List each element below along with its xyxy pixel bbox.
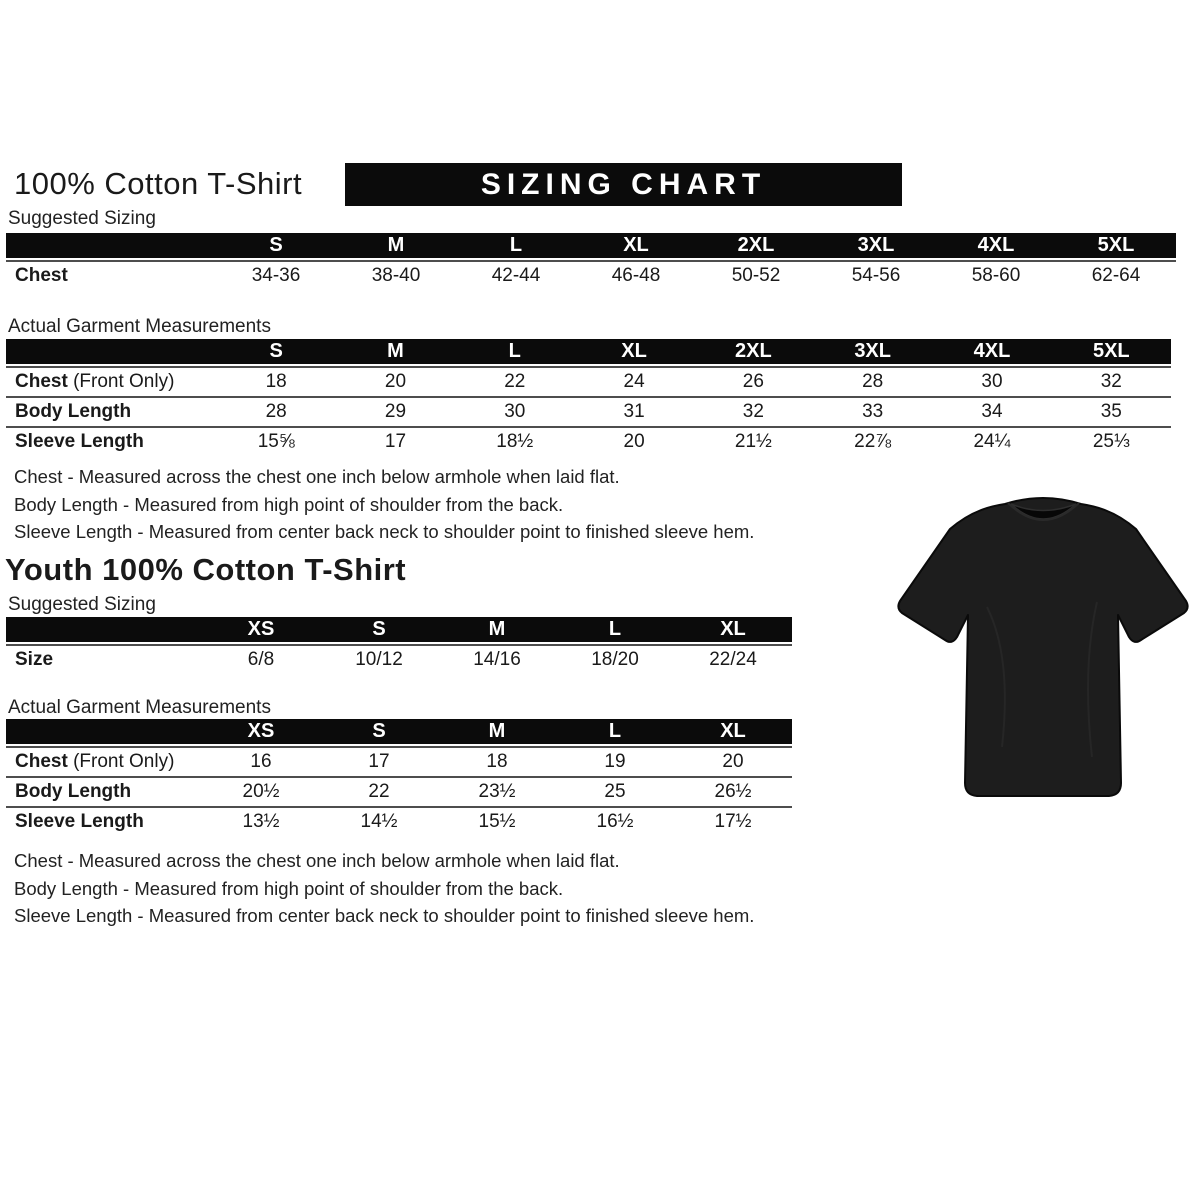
row-label: Body Length bbox=[6, 776, 202, 806]
size-column-header: 2XL bbox=[696, 233, 816, 260]
measurement-cell: 18½ bbox=[455, 426, 574, 456]
size-column-header: M bbox=[438, 719, 556, 746]
measurement-note: Chest - Measured across the chest one inch below armhole when laid flat. bbox=[14, 850, 620, 871]
size-column-header: S bbox=[217, 339, 336, 366]
adult-section-title: 100% Cotton T-Shirt bbox=[14, 166, 303, 201]
table-row bbox=[6, 776, 792, 806]
size-column-header: L bbox=[456, 233, 576, 260]
table-row bbox=[6, 396, 1171, 426]
measurement-cell: 20 bbox=[336, 366, 455, 396]
adult-measurement-notes bbox=[14, 463, 754, 546]
measurement-cell: 18/20 bbox=[556, 644, 674, 674]
measurement-cell: 22 bbox=[320, 776, 438, 806]
sizing-chart-banner: SIZING CHART bbox=[345, 163, 902, 206]
table-row bbox=[6, 260, 1176, 290]
measurement-cell: 34 bbox=[932, 396, 1051, 426]
measurement-cell: 58-60 bbox=[936, 260, 1056, 290]
measurement-cell: 62-64 bbox=[1056, 260, 1176, 290]
measurement-cell: 42-44 bbox=[456, 260, 576, 290]
row-label: Size bbox=[6, 644, 202, 674]
measurement-note: Body Length - Measured from high point of shoulder from the back. bbox=[14, 493, 564, 515]
measurement-cell: 13½ bbox=[202, 806, 320, 836]
measurement-cell: 18 bbox=[217, 366, 336, 396]
measurement-cell: 28 bbox=[813, 366, 932, 396]
measurement-cell: 30 bbox=[455, 396, 574, 426]
measurement-cell: 16½ bbox=[556, 806, 674, 836]
measurement-cell: 50-52 bbox=[696, 260, 816, 290]
adult-suggested-sizing-label: Suggested Sizing bbox=[8, 208, 156, 229]
table-row bbox=[6, 644, 792, 674]
table-row bbox=[6, 746, 792, 776]
adult-actual-measurements-table bbox=[6, 339, 1171, 456]
youth-suggested-sizing-table bbox=[6, 617, 792, 674]
row-label: Chest bbox=[6, 260, 216, 290]
row-label: Sleeve Length bbox=[6, 806, 202, 836]
size-column-header: 5XL bbox=[1056, 233, 1176, 260]
measurement-cell: 28 bbox=[217, 396, 336, 426]
size-column-header: 3XL bbox=[816, 233, 936, 260]
size-column-header: XL bbox=[674, 719, 792, 746]
row-label: Chest (Front Only) bbox=[6, 366, 217, 396]
table-row bbox=[6, 806, 792, 836]
size-header-spacer bbox=[6, 233, 216, 260]
size-header-row bbox=[6, 339, 1171, 366]
size-column-header: L bbox=[455, 339, 574, 366]
measurement-cell: 26½ bbox=[674, 776, 792, 806]
size-column-header: L bbox=[556, 617, 674, 644]
size-header-spacer bbox=[6, 617, 202, 644]
size-column-header: L bbox=[556, 719, 674, 746]
row-label: Sleeve Length bbox=[6, 426, 217, 456]
size-header-spacer bbox=[6, 719, 202, 746]
size-header-spacer bbox=[6, 339, 217, 366]
size-column-header: 5XL bbox=[1052, 339, 1171, 366]
measurement-cell: 23½ bbox=[438, 776, 556, 806]
measurement-note: Chest - Measured across the chest one inch below armhole when laid flat. bbox=[14, 466, 620, 487]
size-column-header: 4XL bbox=[932, 339, 1051, 366]
size-column-header: XL bbox=[576, 233, 696, 260]
row-label: Chest (Front Only) bbox=[6, 746, 202, 776]
size-header-row bbox=[6, 233, 1176, 260]
measurement-cell: 54-56 bbox=[816, 260, 936, 290]
youth-suggested-sizing-label: Suggested Sizing bbox=[8, 594, 156, 615]
measurement-cell: 20 bbox=[574, 426, 693, 456]
size-column-header: XS bbox=[202, 617, 320, 644]
measurement-cell: 14/16 bbox=[438, 644, 556, 674]
size-column-header: S bbox=[216, 233, 336, 260]
measurement-cell: 15⅝ bbox=[217, 426, 336, 456]
measurement-cell: 18 bbox=[438, 746, 556, 776]
size-column-header: XL bbox=[674, 617, 792, 644]
black-tshirt-graphic bbox=[892, 487, 1194, 809]
measurement-cell: 26 bbox=[694, 366, 813, 396]
measurement-cell: 6/8 bbox=[202, 644, 320, 674]
tshirt-body bbox=[898, 498, 1187, 796]
size-column-header: 2XL bbox=[694, 339, 813, 366]
size-column-header: M bbox=[438, 617, 556, 644]
youth-section-title: Youth 100% Cotton T-Shirt bbox=[5, 552, 407, 587]
size-column-header: XL bbox=[574, 339, 693, 366]
measurement-cell: 29 bbox=[336, 396, 455, 426]
row-label: Body Length bbox=[6, 396, 217, 426]
measurement-cell: 16 bbox=[202, 746, 320, 776]
measurement-cell: 32 bbox=[694, 396, 813, 426]
table-row bbox=[6, 426, 1171, 456]
measurement-cell: 34-36 bbox=[216, 260, 336, 290]
tshirt-image bbox=[892, 487, 1194, 809]
measurement-cell: 22 bbox=[455, 366, 574, 396]
size-column-header: M bbox=[336, 339, 455, 366]
adult-actual-measurements-label: Actual Garment Measurements bbox=[8, 316, 271, 337]
measurement-cell: 22/24 bbox=[674, 644, 792, 674]
measurement-cell: 24 bbox=[574, 366, 693, 396]
measurement-cell: 10/12 bbox=[320, 644, 438, 674]
measurement-cell: 14½ bbox=[320, 806, 438, 836]
measurement-cell: 24¼ bbox=[932, 426, 1051, 456]
measurement-cell: 31 bbox=[574, 396, 693, 426]
table-row bbox=[6, 366, 1171, 396]
size-column-header: 3XL bbox=[813, 339, 932, 366]
measurement-cell: 17½ bbox=[674, 806, 792, 836]
measurement-cell: 17 bbox=[320, 746, 438, 776]
size-column-header: M bbox=[336, 233, 456, 260]
size-header-row bbox=[6, 719, 792, 746]
measurement-cell: 35 bbox=[1052, 396, 1171, 426]
youth-actual-measurements-label: Actual Garment Measurements bbox=[8, 697, 271, 718]
measurement-note: Sleeve Length - Measured from center back neck to shoulder point to finished sleeve hem. bbox=[14, 521, 755, 542]
measurement-cell: 22⅞ bbox=[813, 426, 932, 456]
size-column-header: S bbox=[320, 617, 438, 644]
measurement-cell: 17 bbox=[336, 426, 455, 456]
measurement-cell: 19 bbox=[556, 746, 674, 776]
size-column-header: XS bbox=[202, 719, 320, 746]
measurement-cell: 46-48 bbox=[576, 260, 696, 290]
measurement-cell: 33 bbox=[813, 396, 932, 426]
size-header-row bbox=[6, 617, 792, 644]
measurement-cell: 32 bbox=[1052, 366, 1171, 396]
measurement-cell: 20½ bbox=[202, 776, 320, 806]
measurement-cell: 15½ bbox=[438, 806, 556, 836]
youth-actual-measurements-table bbox=[6, 719, 792, 836]
adult-suggested-sizing-table bbox=[6, 233, 1176, 290]
measurement-cell: 25 bbox=[556, 776, 674, 806]
measurement-cell: 21½ bbox=[694, 426, 813, 456]
measurement-cell: 20 bbox=[674, 746, 792, 776]
youth-measurement-notes bbox=[14, 847, 754, 930]
measurement-cell: 30 bbox=[932, 366, 1051, 396]
size-column-header: 4XL bbox=[936, 233, 1056, 260]
measurement-note: Sleeve Length - Measured from center back neck to shoulder point to finished sleeve hem. bbox=[14, 905, 755, 926]
measurement-cell: 38-40 bbox=[336, 260, 456, 290]
measurement-note: Body Length - Measured from high point of shoulder from the back. bbox=[14, 877, 564, 899]
size-column-header: S bbox=[320, 719, 438, 746]
measurement-cell: 25⅓ bbox=[1052, 426, 1171, 456]
